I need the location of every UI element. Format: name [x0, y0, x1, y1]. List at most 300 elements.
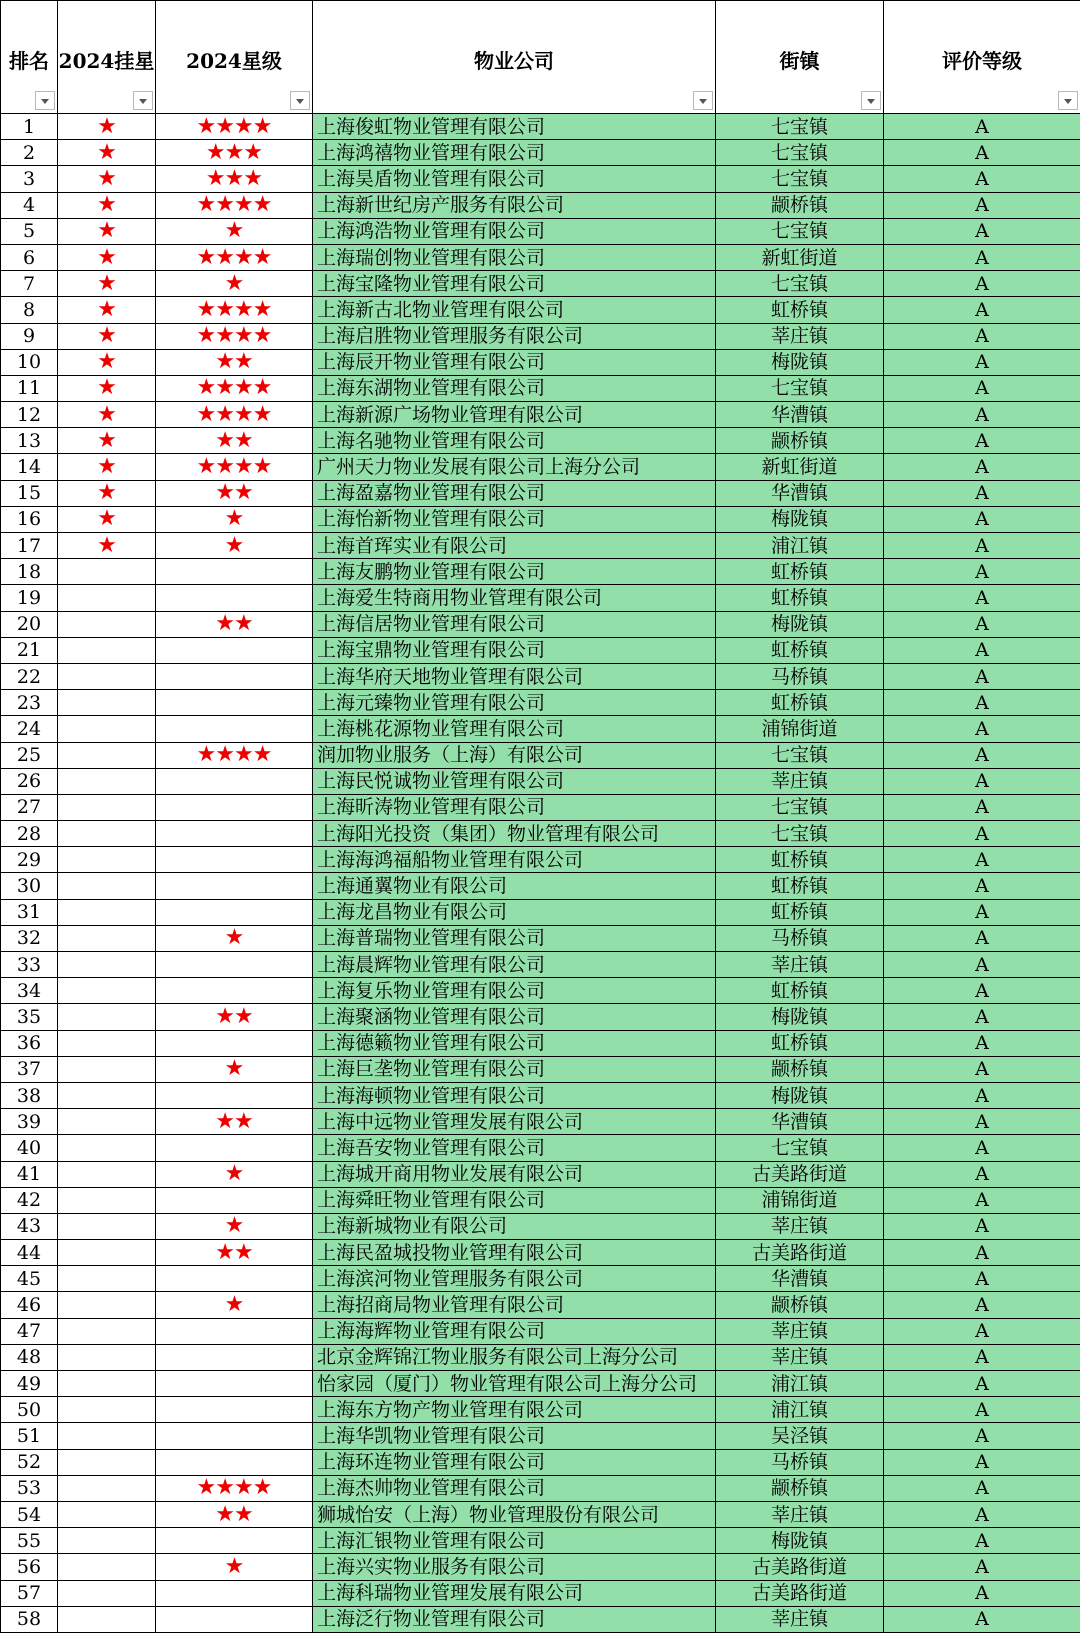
cell-star-level[interactable]: ★★★★ — [156, 742, 313, 768]
cell-town[interactable]: 颛桥镇 — [716, 428, 884, 454]
cell-rank[interactable]: 13 — [1, 428, 58, 454]
cell-grade[interactable]: A — [884, 480, 1080, 506]
cell-star-level[interactable] — [156, 821, 313, 847]
cell-star-level[interactable]: ★★★★ — [156, 297, 313, 323]
cell-rank[interactable]: 8 — [1, 297, 58, 323]
cell-town[interactable]: 莘庄镇 — [716, 1344, 884, 1370]
cell-star-level[interactable] — [156, 1030, 313, 1056]
cell-company[interactable]: 上海启胜物业管理服务有限公司 — [313, 323, 716, 349]
cell-star-level[interactable] — [156, 1423, 313, 1449]
cell-company[interactable]: 上海盈嘉物业管理有限公司 — [313, 480, 716, 506]
cell-company[interactable]: 上海华凯物业管理有限公司 — [313, 1423, 716, 1449]
cell-town[interactable]: 莘庄镇 — [716, 1606, 884, 1632]
cell-star-level[interactable]: ★★ — [156, 1501, 313, 1527]
table-row[interactable] — [1, 1056, 1080, 1082]
cell-rank[interactable]: 44 — [1, 1240, 58, 1266]
cell-company[interactable]: 上海昕涛物业管理有限公司 — [313, 794, 716, 820]
table-row[interactable] — [1, 1397, 1080, 1423]
cell-star-level[interactable] — [156, 1266, 313, 1292]
cell-grade[interactable]: A — [884, 1082, 1080, 1108]
filter-dropdown-grade-icon[interactable] — [1058, 91, 1078, 110]
cell-hang-star[interactable] — [58, 690, 156, 716]
cell-rank[interactable]: 23 — [1, 690, 58, 716]
cell-rank[interactable]: 36 — [1, 1030, 58, 1056]
cell-company[interactable]: 上海名驰物业管理有限公司 — [313, 428, 716, 454]
table-row[interactable] — [1, 1266, 1080, 1292]
cell-town[interactable]: 虹桥镇 — [716, 847, 884, 873]
cell-star-level[interactable] — [156, 1187, 313, 1213]
cell-town[interactable]: 吴泾镇 — [716, 1423, 884, 1449]
cell-hang-star[interactable] — [58, 978, 156, 1004]
cell-company[interactable]: 上海通翼物业有限公司 — [313, 873, 716, 899]
cell-star-level[interactable]: ★ — [156, 533, 313, 559]
cell-town[interactable]: 古美路街道 — [716, 1240, 884, 1266]
cell-grade[interactable]: A — [884, 114, 1080, 140]
cell-star-level[interactable]: ★ — [156, 925, 313, 951]
cell-grade[interactable]: A — [884, 1580, 1080, 1606]
cell-grade[interactable]: A — [884, 1109, 1080, 1135]
cell-star-level[interactable] — [156, 1344, 313, 1370]
cell-star-level[interactable]: ★★ — [156, 428, 313, 454]
cell-hang-star[interactable] — [58, 637, 156, 663]
cell-company[interactable]: 上海俊虹物业管理有限公司 — [313, 114, 716, 140]
cell-town[interactable]: 七宝镇 — [716, 271, 884, 297]
cell-star-level[interactable]: ★★★★ — [156, 323, 313, 349]
cell-company[interactable]: 上海龙昌物业有限公司 — [313, 899, 716, 925]
cell-town[interactable]: 马桥镇 — [716, 1449, 884, 1475]
cell-company[interactable]: 上海吾安物业管理有限公司 — [313, 1135, 716, 1161]
cell-rank[interactable]: 33 — [1, 952, 58, 978]
cell-grade[interactable]: A — [884, 1030, 1080, 1056]
cell-star-level[interactable] — [156, 1449, 313, 1475]
cell-grade[interactable]: A — [884, 1371, 1080, 1397]
cell-company[interactable]: 上海昊盾物业管理有限公司 — [313, 166, 716, 192]
cell-star-level[interactable] — [156, 899, 313, 925]
cell-star-level[interactable]: ★ — [156, 1056, 313, 1082]
cell-grade[interactable]: A — [884, 690, 1080, 716]
cell-grade[interactable]: A — [884, 454, 1080, 480]
cell-town[interactable]: 虹桥镇 — [716, 297, 884, 323]
cell-rank[interactable]: 10 — [1, 349, 58, 375]
cell-star-level[interactable]: ★★ — [156, 1240, 313, 1266]
filter-dropdown-rank-icon[interactable] — [35, 91, 55, 110]
cell-town[interactable]: 华漕镇 — [716, 480, 884, 506]
cell-town[interactable]: 浦江镇 — [716, 1397, 884, 1423]
table-row[interactable] — [1, 559, 1080, 585]
cell-town[interactable]: 七宝镇 — [716, 140, 884, 166]
cell-company[interactable]: 上海城开商用物业发展有限公司 — [313, 1161, 716, 1187]
table-row[interactable] — [1, 428, 1080, 454]
cell-grade[interactable]: A — [884, 1397, 1080, 1423]
cell-town[interactable]: 梅陇镇 — [716, 506, 884, 532]
table-row[interactable] — [1, 690, 1080, 716]
cell-town[interactable]: 华漕镇 — [716, 1109, 884, 1135]
cell-star-level[interactable]: ★★★ — [156, 140, 313, 166]
cell-hang-star[interactable] — [58, 716, 156, 742]
table-row[interactable] — [1, 1606, 1080, 1632]
cell-hang-star[interactable] — [58, 1082, 156, 1108]
cell-town[interactable]: 虹桥镇 — [716, 559, 884, 585]
cell-company[interactable]: 上海招商局物业管理有限公司 — [313, 1292, 716, 1318]
cell-company[interactable]: 上海民盈城投物业管理有限公司 — [313, 1240, 716, 1266]
cell-hang-star[interactable]: ★ — [58, 402, 156, 428]
cell-rank[interactable]: 34 — [1, 978, 58, 1004]
filter-dropdown-town-icon[interactable] — [861, 91, 881, 110]
cell-star-level[interactable] — [156, 559, 313, 585]
cell-star-level[interactable]: ★★★★ — [156, 1475, 313, 1501]
cell-hang-star[interactable] — [58, 1423, 156, 1449]
cell-grade[interactable]: A — [884, 1213, 1080, 1239]
cell-town[interactable]: 莘庄镇 — [716, 323, 884, 349]
cell-grade[interactable]: A — [884, 1056, 1080, 1082]
cell-hang-star[interactable]: ★ — [58, 114, 156, 140]
cell-grade[interactable]: A — [884, 218, 1080, 244]
cell-grade[interactable]: A — [884, 1501, 1080, 1527]
cell-grade[interactable]: A — [884, 192, 1080, 218]
cell-rank[interactable]: 32 — [1, 925, 58, 951]
cell-grade[interactable]: A — [884, 140, 1080, 166]
cell-hang-star[interactable]: ★ — [58, 140, 156, 166]
cell-hang-star[interactable]: ★ — [58, 166, 156, 192]
cell-rank[interactable]: 51 — [1, 1423, 58, 1449]
cell-company[interactable]: 上海瑞创物业管理有限公司 — [313, 244, 716, 270]
cell-star-level[interactable]: ★★★★ — [156, 244, 313, 270]
cell-rank[interactable]: 41 — [1, 1161, 58, 1187]
cell-town[interactable]: 虹桥镇 — [716, 637, 884, 663]
cell-rank[interactable]: 15 — [1, 480, 58, 506]
table-row[interactable] — [1, 297, 1080, 323]
cell-grade[interactable]: A — [884, 506, 1080, 532]
cell-grade[interactable]: A — [884, 166, 1080, 192]
table-row[interactable] — [1, 1161, 1080, 1187]
cell-town[interactable]: 新虹街道 — [716, 244, 884, 270]
cell-hang-star[interactable] — [58, 1213, 156, 1239]
cell-rank[interactable]: 14 — [1, 454, 58, 480]
cell-town[interactable]: 七宝镇 — [716, 218, 884, 244]
table-row[interactable] — [1, 1030, 1080, 1056]
cell-star-level[interactable] — [156, 1397, 313, 1423]
cell-rank[interactable]: 26 — [1, 768, 58, 794]
cell-company[interactable]: 上海新世纪房产服务有限公司 — [313, 192, 716, 218]
cell-company[interactable]: 上海兴实物业服务有限公司 — [313, 1554, 716, 1580]
cell-town[interactable]: 颛桥镇 — [716, 1475, 884, 1501]
cell-star-level[interactable]: ★ — [156, 1292, 313, 1318]
filter-dropdown-star-level-icon[interactable] — [290, 91, 310, 110]
table-row[interactable] — [1, 506, 1080, 532]
cell-company[interactable]: 上海华府天地物业管理有限公司 — [313, 663, 716, 689]
cell-rank[interactable]: 9 — [1, 323, 58, 349]
cell-company[interactable]: 上海爱生特商用物业管理有限公司 — [313, 585, 716, 611]
cell-town[interactable]: 七宝镇 — [716, 375, 884, 401]
cell-hang-star[interactable] — [58, 1240, 156, 1266]
cell-hang-star[interactable] — [58, 1449, 156, 1475]
table-row[interactable] — [1, 637, 1080, 663]
cell-hang-star[interactable] — [58, 952, 156, 978]
cell-town[interactable]: 马桥镇 — [716, 663, 884, 689]
cell-hang-star[interactable] — [58, 873, 156, 899]
table-row[interactable] — [1, 349, 1080, 375]
table-row[interactable] — [1, 1240, 1080, 1266]
table-row[interactable] — [1, 585, 1080, 611]
table-row[interactable] — [1, 375, 1080, 401]
cell-hang-star[interactable] — [58, 794, 156, 820]
cell-rank[interactable]: 37 — [1, 1056, 58, 1082]
cell-hang-star[interactable] — [58, 1606, 156, 1632]
cell-grade[interactable]: A — [884, 1423, 1080, 1449]
cell-company[interactable]: 上海汇银物业管理有限公司 — [313, 1528, 716, 1554]
cell-company[interactable]: 上海聚涵物业管理有限公司 — [313, 1004, 716, 1030]
cell-company[interactable]: 上海复乐物业管理有限公司 — [313, 978, 716, 1004]
cell-town[interactable]: 莘庄镇 — [716, 1213, 884, 1239]
table-row[interactable] — [1, 1449, 1080, 1475]
cell-rank[interactable]: 52 — [1, 1449, 58, 1475]
cell-town[interactable]: 七宝镇 — [716, 742, 884, 768]
cell-company[interactable]: 上海东方物产物业管理有限公司 — [313, 1397, 716, 1423]
cell-grade[interactable]: A — [884, 742, 1080, 768]
table-row[interactable] — [1, 271, 1080, 297]
cell-hang-star[interactable] — [58, 1397, 156, 1423]
cell-company[interactable]: 上海巨垄物业管理有限公司 — [313, 1056, 716, 1082]
cell-company[interactable]: 上海泛行物业管理有限公司 — [313, 1606, 716, 1632]
cell-company[interactable]: 上海海辉物业管理有限公司 — [313, 1318, 716, 1344]
cell-rank[interactable]: 17 — [1, 533, 58, 559]
cell-town[interactable]: 古美路街道 — [716, 1161, 884, 1187]
cell-star-level[interactable] — [156, 1135, 313, 1161]
cell-grade[interactable]: A — [884, 952, 1080, 978]
cell-grade[interactable]: A — [884, 533, 1080, 559]
table-row[interactable] — [1, 1344, 1080, 1370]
cell-rank[interactable]: 11 — [1, 375, 58, 401]
cell-hang-star[interactable] — [58, 559, 156, 585]
cell-company[interactable]: 上海德籁物业管理有限公司 — [313, 1030, 716, 1056]
cell-grade[interactable]: A — [884, 847, 1080, 873]
cell-town[interactable]: 颛桥镇 — [716, 192, 884, 218]
cell-star-level[interactable]: ★★★★ — [156, 192, 313, 218]
cell-grade[interactable]: A — [884, 873, 1080, 899]
cell-hang-star[interactable]: ★ — [58, 218, 156, 244]
cell-company[interactable]: 上海鸿禧物业管理有限公司 — [313, 140, 716, 166]
table-row[interactable] — [1, 925, 1080, 951]
cell-rank[interactable]: 38 — [1, 1082, 58, 1108]
cell-grade[interactable]: A — [884, 768, 1080, 794]
cell-grade[interactable]: A — [884, 1240, 1080, 1266]
cell-town[interactable]: 马桥镇 — [716, 925, 884, 951]
cell-grade[interactable]: A — [884, 1266, 1080, 1292]
cell-rank[interactable]: 18 — [1, 559, 58, 585]
cell-company[interactable]: 上海晨辉物业管理有限公司 — [313, 952, 716, 978]
cell-rank[interactable]: 25 — [1, 742, 58, 768]
cell-rank[interactable]: 47 — [1, 1318, 58, 1344]
cell-company[interactable]: 上海舜旺物业管理有限公司 — [313, 1187, 716, 1213]
cell-rank[interactable]: 40 — [1, 1135, 58, 1161]
cell-hang-star[interactable]: ★ — [58, 192, 156, 218]
cell-grade[interactable]: A — [884, 297, 1080, 323]
table-row[interactable] — [1, 716, 1080, 742]
cell-grade[interactable]: A — [884, 585, 1080, 611]
cell-rank[interactable]: 55 — [1, 1528, 58, 1554]
cell-hang-star[interactable] — [58, 663, 156, 689]
cell-rank[interactable]: 27 — [1, 794, 58, 820]
cell-grade[interactable]: A — [884, 794, 1080, 820]
cell-star-level[interactable] — [156, 794, 313, 820]
cell-grade[interactable]: A — [884, 1187, 1080, 1213]
cell-town[interactable]: 莘庄镇 — [716, 1318, 884, 1344]
table-row[interactable] — [1, 114, 1080, 140]
cell-star-level[interactable] — [156, 978, 313, 1004]
table-row[interactable] — [1, 821, 1080, 847]
cell-company[interactable]: 上海海鸿福船物业管理有限公司 — [313, 847, 716, 873]
cell-grade[interactable]: A — [884, 271, 1080, 297]
cell-company[interactable]: 狮城怡安（上海）物业管理股份有限公司 — [313, 1501, 716, 1527]
table-row[interactable] — [1, 1423, 1080, 1449]
cell-grade[interactable]: A — [884, 1554, 1080, 1580]
table-row[interactable] — [1, 533, 1080, 559]
cell-star-level[interactable]: ★ — [156, 1161, 313, 1187]
cell-town[interactable]: 颛桥镇 — [716, 1056, 884, 1082]
cell-town[interactable]: 七宝镇 — [716, 114, 884, 140]
cell-town[interactable]: 莘庄镇 — [716, 952, 884, 978]
cell-grade[interactable]: A — [884, 637, 1080, 663]
cell-rank[interactable]: 29 — [1, 847, 58, 873]
table-row[interactable] — [1, 899, 1080, 925]
table-row[interactable] — [1, 454, 1080, 480]
cell-star-level[interactable]: ★★ — [156, 349, 313, 375]
cell-grade[interactable]: A — [884, 716, 1080, 742]
cell-star-level[interactable]: ★★★ — [156, 166, 313, 192]
cell-rank[interactable]: 35 — [1, 1004, 58, 1030]
cell-hang-star[interactable] — [58, 585, 156, 611]
cell-town[interactable]: 七宝镇 — [716, 794, 884, 820]
table-row[interactable] — [1, 1318, 1080, 1344]
table-row[interactable] — [1, 1082, 1080, 1108]
cell-hang-star[interactable] — [58, 1266, 156, 1292]
cell-company[interactable]: 上海普瑞物业管理有限公司 — [313, 925, 716, 951]
cell-grade[interactable]: A — [884, 1161, 1080, 1187]
table-row[interactable] — [1, 1528, 1080, 1554]
cell-company[interactable]: 上海杰帅物业管理有限公司 — [313, 1475, 716, 1501]
filter-dropdown-company-icon[interactable] — [693, 91, 713, 110]
cell-star-level[interactable]: ★★ — [156, 480, 313, 506]
table-row[interactable] — [1, 847, 1080, 873]
cell-town[interactable]: 梅陇镇 — [716, 1004, 884, 1030]
cell-grade[interactable]: A — [884, 1292, 1080, 1318]
cell-rank[interactable]: 46 — [1, 1292, 58, 1318]
table-row[interactable] — [1, 1187, 1080, 1213]
cell-hang-star[interactable] — [58, 899, 156, 925]
cell-rank[interactable]: 53 — [1, 1475, 58, 1501]
cell-rank[interactable]: 5 — [1, 218, 58, 244]
table-row[interactable] — [1, 1213, 1080, 1239]
cell-star-level[interactable]: ★ — [156, 218, 313, 244]
cell-rank[interactable]: 2 — [1, 140, 58, 166]
cell-hang-star[interactable] — [58, 1318, 156, 1344]
cell-town[interactable]: 浦江镇 — [716, 533, 884, 559]
cell-town[interactable]: 莘庄镇 — [716, 1501, 884, 1527]
cell-rank[interactable]: 20 — [1, 611, 58, 637]
cell-company[interactable]: 上海阳光投资（集团）物业管理有限公司 — [313, 821, 716, 847]
cell-star-level[interactable] — [156, 690, 313, 716]
cell-company[interactable]: 上海中远物业管理发展有限公司 — [313, 1109, 716, 1135]
cell-hang-star[interactable] — [58, 925, 156, 951]
cell-company[interactable]: 上海宝隆物业管理有限公司 — [313, 271, 716, 297]
table-row[interactable] — [1, 480, 1080, 506]
cell-hang-star[interactable] — [58, 1580, 156, 1606]
cell-star-level[interactable]: ★ — [156, 1213, 313, 1239]
cell-company[interactable]: 上海滨河物业管理服务有限公司 — [313, 1266, 716, 1292]
cell-grade[interactable]: A — [884, 1606, 1080, 1632]
cell-company[interactable]: 上海友鹏物业管理有限公司 — [313, 559, 716, 585]
cell-hang-star[interactable] — [58, 1004, 156, 1030]
cell-star-level[interactable] — [156, 1371, 313, 1397]
cell-hang-star[interactable] — [58, 1371, 156, 1397]
cell-rank[interactable]: 19 — [1, 585, 58, 611]
cell-rank[interactable]: 24 — [1, 716, 58, 742]
cell-grade[interactable]: A — [884, 1528, 1080, 1554]
cell-star-level[interactable] — [156, 1606, 313, 1632]
cell-rank[interactable]: 3 — [1, 166, 58, 192]
cell-hang-star[interactable] — [58, 1344, 156, 1370]
cell-hang-star[interactable] — [58, 611, 156, 637]
cell-star-level[interactable] — [156, 1528, 313, 1554]
cell-hang-star[interactable] — [58, 1135, 156, 1161]
table-row[interactable] — [1, 873, 1080, 899]
cell-hang-star[interactable] — [58, 1056, 156, 1082]
cell-town[interactable]: 七宝镇 — [716, 166, 884, 192]
table-row[interactable] — [1, 952, 1080, 978]
cell-rank[interactable]: 50 — [1, 1397, 58, 1423]
cell-grade[interactable]: A — [884, 428, 1080, 454]
cell-grade[interactable]: A — [884, 899, 1080, 925]
cell-company[interactable]: 上海民悦诚物业管理有限公司 — [313, 768, 716, 794]
cell-town[interactable]: 莘庄镇 — [716, 768, 884, 794]
cell-town[interactable]: 浦江镇 — [716, 1371, 884, 1397]
cell-company[interactable]: 上海新城物业有限公司 — [313, 1213, 716, 1239]
cell-town[interactable]: 华漕镇 — [716, 1266, 884, 1292]
table-row[interactable] — [1, 140, 1080, 166]
cell-star-level[interactable] — [156, 585, 313, 611]
cell-rank[interactable]: 54 — [1, 1501, 58, 1527]
cell-rank[interactable]: 30 — [1, 873, 58, 899]
cell-grade[interactable]: A — [884, 559, 1080, 585]
table-row[interactable] — [1, 323, 1080, 349]
cell-hang-star[interactable]: ★ — [58, 506, 156, 532]
cell-company[interactable]: 上海辰开物业管理有限公司 — [313, 349, 716, 375]
cell-hang-star[interactable] — [58, 1292, 156, 1318]
cell-rank[interactable]: 7 — [1, 271, 58, 297]
cell-company[interactable]: 上海科瑞物业管理发展有限公司 — [313, 1580, 716, 1606]
cell-grade[interactable]: A — [884, 663, 1080, 689]
cell-town[interactable]: 新虹街道 — [716, 454, 884, 480]
cell-grade[interactable]: A — [884, 1475, 1080, 1501]
cell-company[interactable]: 上海桃花源物业管理有限公司 — [313, 716, 716, 742]
cell-town[interactable]: 虹桥镇 — [716, 899, 884, 925]
cell-grade[interactable]: A — [884, 1449, 1080, 1475]
cell-star-level[interactable] — [156, 873, 313, 899]
cell-company[interactable]: 上海新古北物业管理有限公司 — [313, 297, 716, 323]
cell-rank[interactable]: 57 — [1, 1580, 58, 1606]
cell-star-level[interactable] — [156, 716, 313, 742]
table-row[interactable] — [1, 1554, 1080, 1580]
table-row[interactable] — [1, 244, 1080, 270]
cell-hang-star[interactable]: ★ — [58, 375, 156, 401]
cell-star-level[interactable] — [156, 768, 313, 794]
cell-star-level[interactable]: ★ — [156, 506, 313, 532]
cell-town[interactable]: 虹桥镇 — [716, 873, 884, 899]
cell-company[interactable]: 润加物业服务（上海）有限公司 — [313, 742, 716, 768]
cell-hang-star[interactable]: ★ — [58, 323, 156, 349]
cell-hang-star[interactable] — [58, 1109, 156, 1135]
filter-dropdown-hang-star-icon[interactable] — [133, 91, 153, 110]
